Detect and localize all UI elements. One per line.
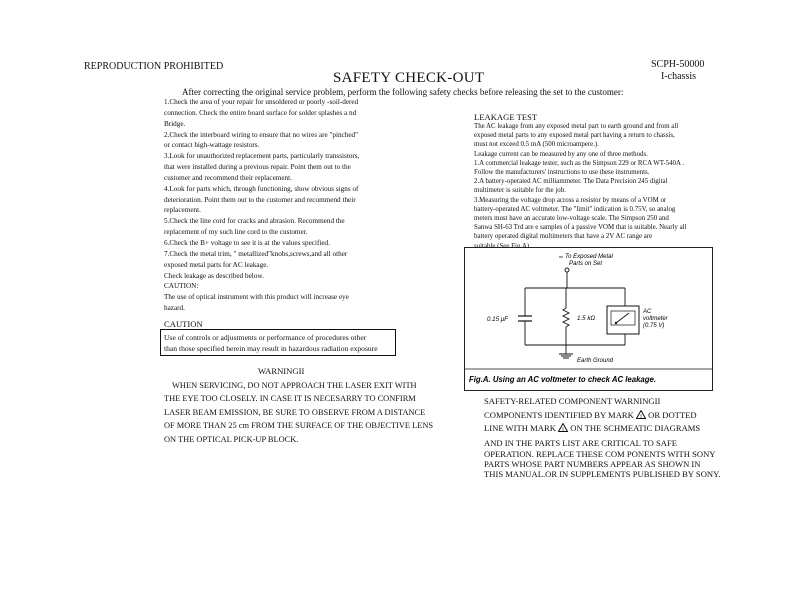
safety-text: OPERATION. REPLACE THESE COM PONENTS WITH SONY xyxy=(484,449,716,459)
warning-line: THE EYE TOO CLOSELY. IN CASE IT IS NECESARRY TO CONFIRM xyxy=(164,394,416,404)
text-line: 3.Look for unauthorized replacement parts, particularly transsistors, xyxy=(164,152,360,161)
text-line: battery-operated AC voltmeter. The "limit" indication is 0.75V, so analog xyxy=(474,205,676,213)
page-title: SAFETY CHECK-OUT xyxy=(333,70,485,86)
text-line: 3.Measuring the voltage drop across a resistor by means of a VOM or xyxy=(474,196,667,204)
svg-text:!: ! xyxy=(562,426,565,432)
text-line: deterioration. Point them out to the customer and recommend their xyxy=(164,195,356,204)
safety-heading: SAFETY-RELATED COMPONENT WARNINGII xyxy=(484,396,661,406)
safety-text: LINE WITH MARK xyxy=(484,423,556,433)
text-line: The use of optical instrument with this product will increase eye xyxy=(164,293,349,302)
meter-label-range: (0.75 V) xyxy=(643,323,665,329)
reproduction-notice: REPRODUCTION PROHIBITED xyxy=(84,61,224,72)
caution-line: than those specified herein may result in hazardous radiation exposure xyxy=(164,344,378,353)
text-line: 2.A battery-operated AC milliammeter. The Data Precision 245 digital xyxy=(474,178,668,186)
warning-line: ON THE OPTICAL PICK-UP BLOCK. xyxy=(164,434,299,444)
safety-text: ON THE SCHMEATIC DIAGRAMS xyxy=(570,423,701,433)
caution-box xyxy=(160,329,396,356)
warning-line: LASER BEAM EMISSION, BE SURE TO OBSERVE FROM A DISTANCE xyxy=(164,407,426,417)
intro-text: After correcting the original service problem, perform the following safety checks before releasing the set to the customer: xyxy=(182,87,624,97)
text-line: 7.Check the metal trim, " metallized"knobs,screws,and all other xyxy=(164,249,348,258)
safety-mark-line xyxy=(484,410,697,420)
warning-triangle-icon xyxy=(636,410,646,419)
text-line: replacement of my such line cord to the customer. xyxy=(164,228,308,237)
safety-text: COMPONENTS IDENTIFIED BY MARK xyxy=(484,410,634,420)
safety-text: AND IN THE PARTS LIST ARE CRITICAL TO SAFE xyxy=(484,438,678,448)
meter-label-voltmeter: voltmeter xyxy=(643,316,668,322)
capacitor-label: 0.15 μF xyxy=(487,316,508,323)
text-line: or contact high-wattage resistors. xyxy=(164,141,260,150)
safety-text: PARTS WHOSE PART NUMBERS APPEAR AS SHOWN IN xyxy=(484,459,701,469)
warning-line: OF MORE THAN 25 cm FROM THE SURFACE OF THE OBJECTIVE LENS xyxy=(164,421,434,431)
text-line: CAUTION: xyxy=(164,282,199,291)
text-line: that were installed during a previous repair. Point them out to the xyxy=(164,163,351,172)
text-line: 2.Check the interboard wiring to ensure that no wires are "pinched" xyxy=(164,130,359,139)
safety-text: THIS MANUAL.OR IN SUPPLEMENTS PUBLISHED BY SONY. xyxy=(484,469,721,479)
caution-heading: CAUTION xyxy=(164,319,203,329)
label-exposed-metal: To Exposed Metal xyxy=(565,254,613,260)
text-line: Bridge. xyxy=(164,119,186,128)
text-line: connection. Check the entire board surface for solder splashes a nd xyxy=(164,108,357,117)
warning-line: WHEN SERVICING, DO NOT APPROACH THE LASER EXIT WITH xyxy=(172,381,417,390)
text-line: meters must have an accurate low-voltage scale. The Simpson 250 and xyxy=(474,215,669,223)
figure-a xyxy=(464,247,713,391)
leakage-heading: LEAKAGE TEST xyxy=(474,112,538,122)
text-line: 4.Look for parts which, through functioning, show obvious signs of xyxy=(164,184,359,193)
text-line: 5.Check the line cord for cracks and abrasion. Recommend the xyxy=(164,217,345,226)
safety-mark-line xyxy=(484,423,700,433)
text-line: exposed metal parts to any exposed metal part having a return to chassis, xyxy=(474,132,675,140)
earth-ground-label: Earth Ground xyxy=(577,358,614,364)
text-line: must not exceed 0.5 mA (500 microampere.). xyxy=(474,141,599,149)
checks-list xyxy=(164,97,359,314)
svg-text:!: ! xyxy=(640,413,642,419)
figure-caption: Fig.A. Using an AC voltmeter to check AC leakage. xyxy=(469,375,657,384)
warning-heading: WARNINGII xyxy=(258,366,305,376)
resistor-label: 1.5 kΩ xyxy=(577,315,596,322)
text-line: multimeter is suitable for the job. xyxy=(474,187,566,195)
resistor-symbol xyxy=(563,308,569,327)
text-line: hazard. xyxy=(164,304,185,313)
text-line: exposed metal parts for AC leakage. xyxy=(164,260,269,269)
leakage-circuit-diagram xyxy=(465,248,712,390)
top-terminal xyxy=(565,268,569,272)
text-line: Follow the manufacturers' instructions to use these instruments. xyxy=(474,169,650,177)
text-line: Sanwa SH-63 Trd are e samples of a passive VOM that is suitable. Nearly all xyxy=(474,224,687,232)
text-line: customer and recommend their replacement. xyxy=(164,173,292,182)
text-line: The AC leakage from any exposed metal part to earth ground and from all xyxy=(474,123,679,130)
warning-triangle-icon xyxy=(558,423,568,432)
chassis-label: I-chassis xyxy=(661,71,696,82)
text-line: 6.Check the B+ voltage to see it is at the values specified. xyxy=(164,238,330,247)
safety-text: OR DOTTED xyxy=(648,410,697,420)
meter-label-ac: AC xyxy=(643,309,652,315)
text-line: 1.Check the area of your repair for unsoldered or poorly -soil-dered xyxy=(164,98,359,106)
text-line: battery operated digital multimeters that have a 2V AC range are xyxy=(474,233,653,241)
warning-text xyxy=(164,379,433,446)
text-line: replacement. xyxy=(164,206,201,215)
text-line: 1.A commercial leakage tester, such as the Simpson 229 or RCA WT-540A . xyxy=(474,159,685,167)
model-number: SCPH-50000 xyxy=(651,59,705,70)
text-line: Check leakage as described below. xyxy=(164,271,264,280)
label-parts-on-set: Parts on Set xyxy=(569,261,603,267)
caution-line: Use of controls or adjustments or performance of procedures other xyxy=(164,333,367,342)
leakage-text xyxy=(474,122,687,251)
text-line: Leakage current can be measured by any one of three methods. xyxy=(474,150,648,158)
